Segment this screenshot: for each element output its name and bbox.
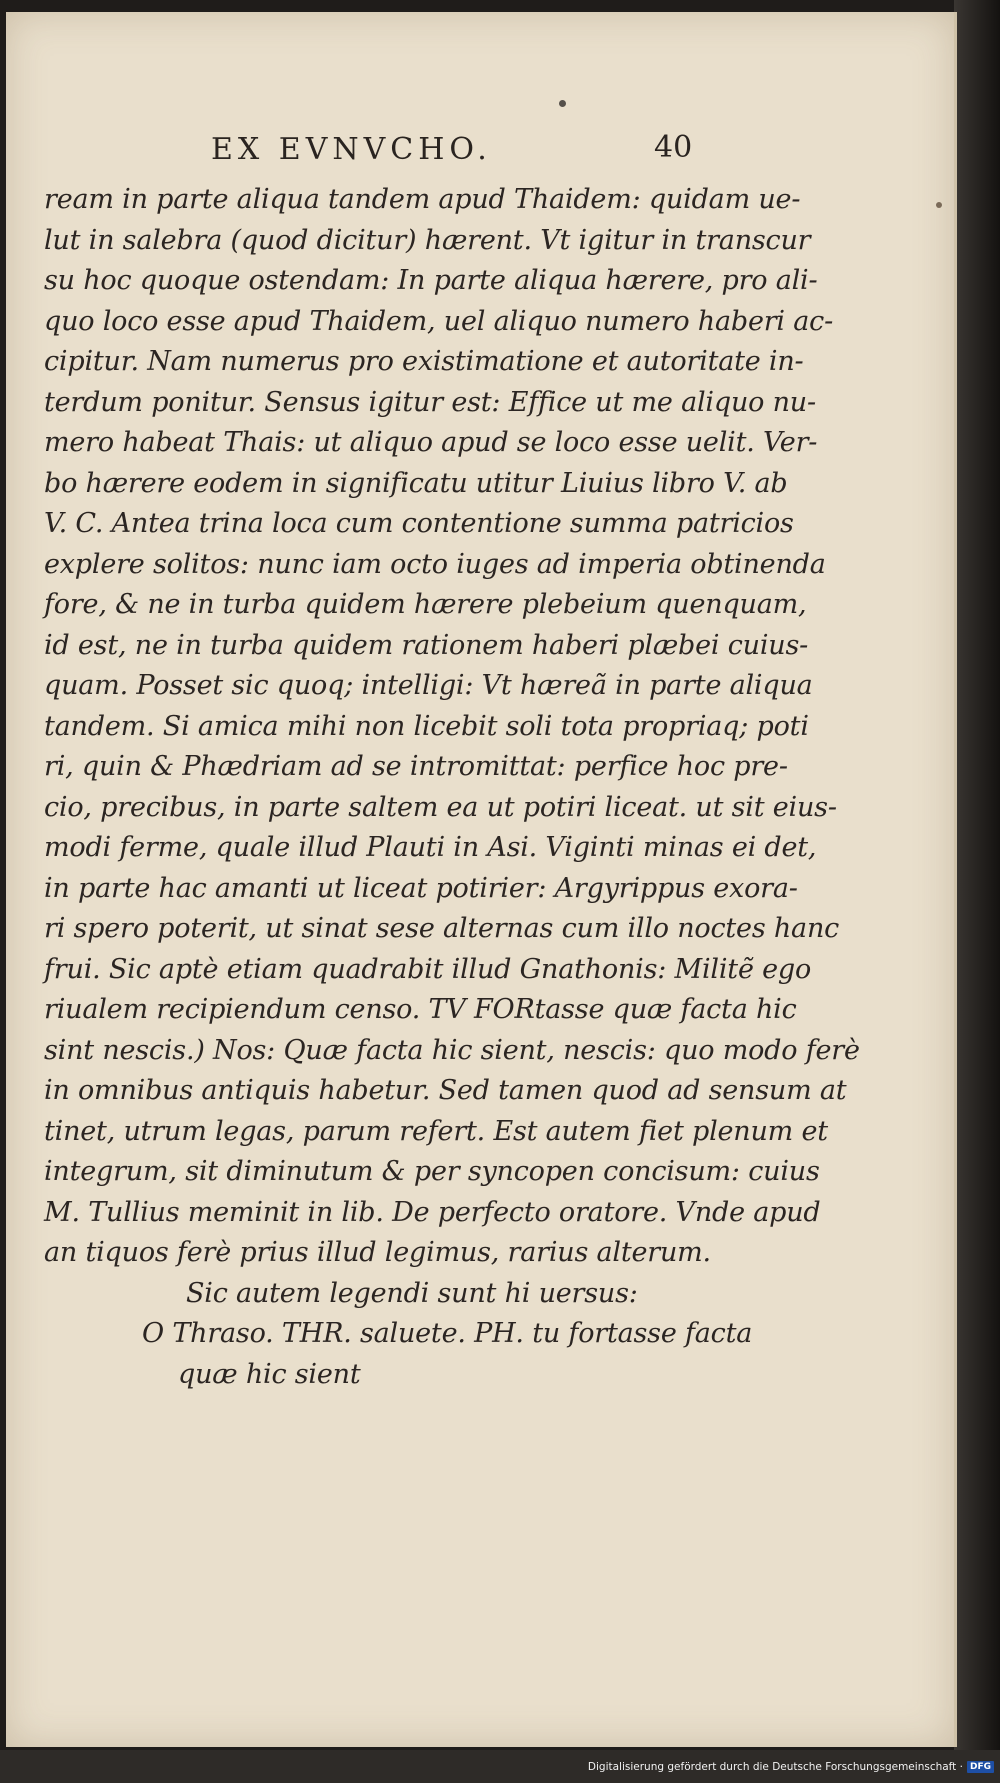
text-line: terdum ponitur. Sensus igitur est: Effice ut me aliquo nu-: [44, 386, 816, 418]
text-line: integrum, sit diminutum & per syncopen concisum: cuius: [44, 1156, 820, 1187]
text-line: cipitur. Nam numerus pro existimatione et autoritate in-: [44, 346, 804, 377]
text-line: quam. Posset sic quoq; intelligi: Vt hæreã in parte aliqua: [44, 670, 813, 701]
text-line: sint nescis.) Nos: Quæ facta hic sient, nescis: quo modo ferè: [44, 1034, 860, 1066]
text-line: id est, ne in turba quidem rationem haberi plæbei cuius-: [44, 629, 809, 661]
text-line: frui. Sic aptè etiam quadrabit illud Gnathonis: Militẽ ego: [44, 953, 812, 985]
ink-spot: [559, 100, 566, 107]
book-edge-shadow: [954, 0, 1000, 1750]
text-line: ri spero poterit, ut sinat sese alternas cum illo noctes hanc: [44, 913, 840, 944]
text-line: ream in parte aliqua tandem apud Thaidem: quidam ue-: [44, 184, 801, 215]
text-line: explere solitos: nunc iam octo iuges ad imperia obtinenda: [44, 548, 826, 580]
text-line: bo hærere eodem in significatu utitur Liuius libro V. ab: [44, 467, 788, 499]
verse-intro: Sic autem legendi sunt hi uersus:: [186, 1277, 638, 1309]
verse-line: O Thraso. THR. saluete. PH. tu fortasse facta: [142, 1318, 753, 1349]
dfg-logo: DFG: [967, 1761, 994, 1773]
book-page: [6, 12, 957, 1747]
verse-line: quæ hic sient: [178, 1358, 361, 1390]
text-line: tinet, utrum legas, parum refert. Est autem fiet plenum et: [44, 1115, 828, 1147]
credit-text: Digitalisierung gefördert durch die Deutsche Forschungsgemeinschaft ·: [587, 1761, 963, 1773]
commentary-text: [44, 180, 860, 1395]
text-line: modi ferme, quale illud Plauti in Asi. Viginti minas ei det,: [44, 832, 817, 863]
page-number: 40: [654, 130, 693, 165]
text-line: quo loco esse apud Thaidem, uel aliquo numero haberi ac-: [44, 305, 833, 337]
text-line: mero habeat Thais: ut aliquo apud se loco esse uelit. Ver-: [44, 427, 818, 458]
running-title: EX EVNVCHO.: [211, 132, 492, 167]
running-head: [6, 132, 954, 172]
text-line: in omnibus antiquis habetur. Sed tamen quod ad sensum at: [44, 1075, 847, 1106]
text-line: cio, precibus, in parte saltem ea ut potiri liceat. ut sit eius-: [44, 791, 837, 823]
margin-spot: [936, 202, 942, 208]
text-line: an tiquos ferè prius illud legimus, rarius alterum.: [44, 1237, 711, 1268]
text-line: tandem. Si amica mihi non licebit soli tota propriaq; poti: [44, 710, 809, 742]
text-line: fore, & ne in turba quidem hærere plebeium quenquam,: [44, 589, 807, 620]
digitization-credit: [588, 1761, 994, 1773]
text-line: su hoc quoque ostendam: In parte aliqua hærere, pro ali-: [44, 265, 818, 296]
text-line: V. C. Antea trina loca cum contentione summa patricios: [44, 508, 794, 539]
text-line: lut in salebra (quod dicitur) hærent. Vt igitur in transcur: [44, 224, 811, 256]
text-line: in parte hac amanti ut liceat potirier: Argyrippus exora-: [44, 872, 798, 904]
text-line: riualem recipiendum censo. TV FORtasse quæ facta hic: [44, 994, 797, 1025]
text-line: M. Tullius meminit in lib. De perfecto oratore. Vnde apud: [44, 1196, 821, 1228]
text-line: ri, quin & Phædriam ad se intromittat: perfice hoc pre-: [44, 751, 788, 782]
